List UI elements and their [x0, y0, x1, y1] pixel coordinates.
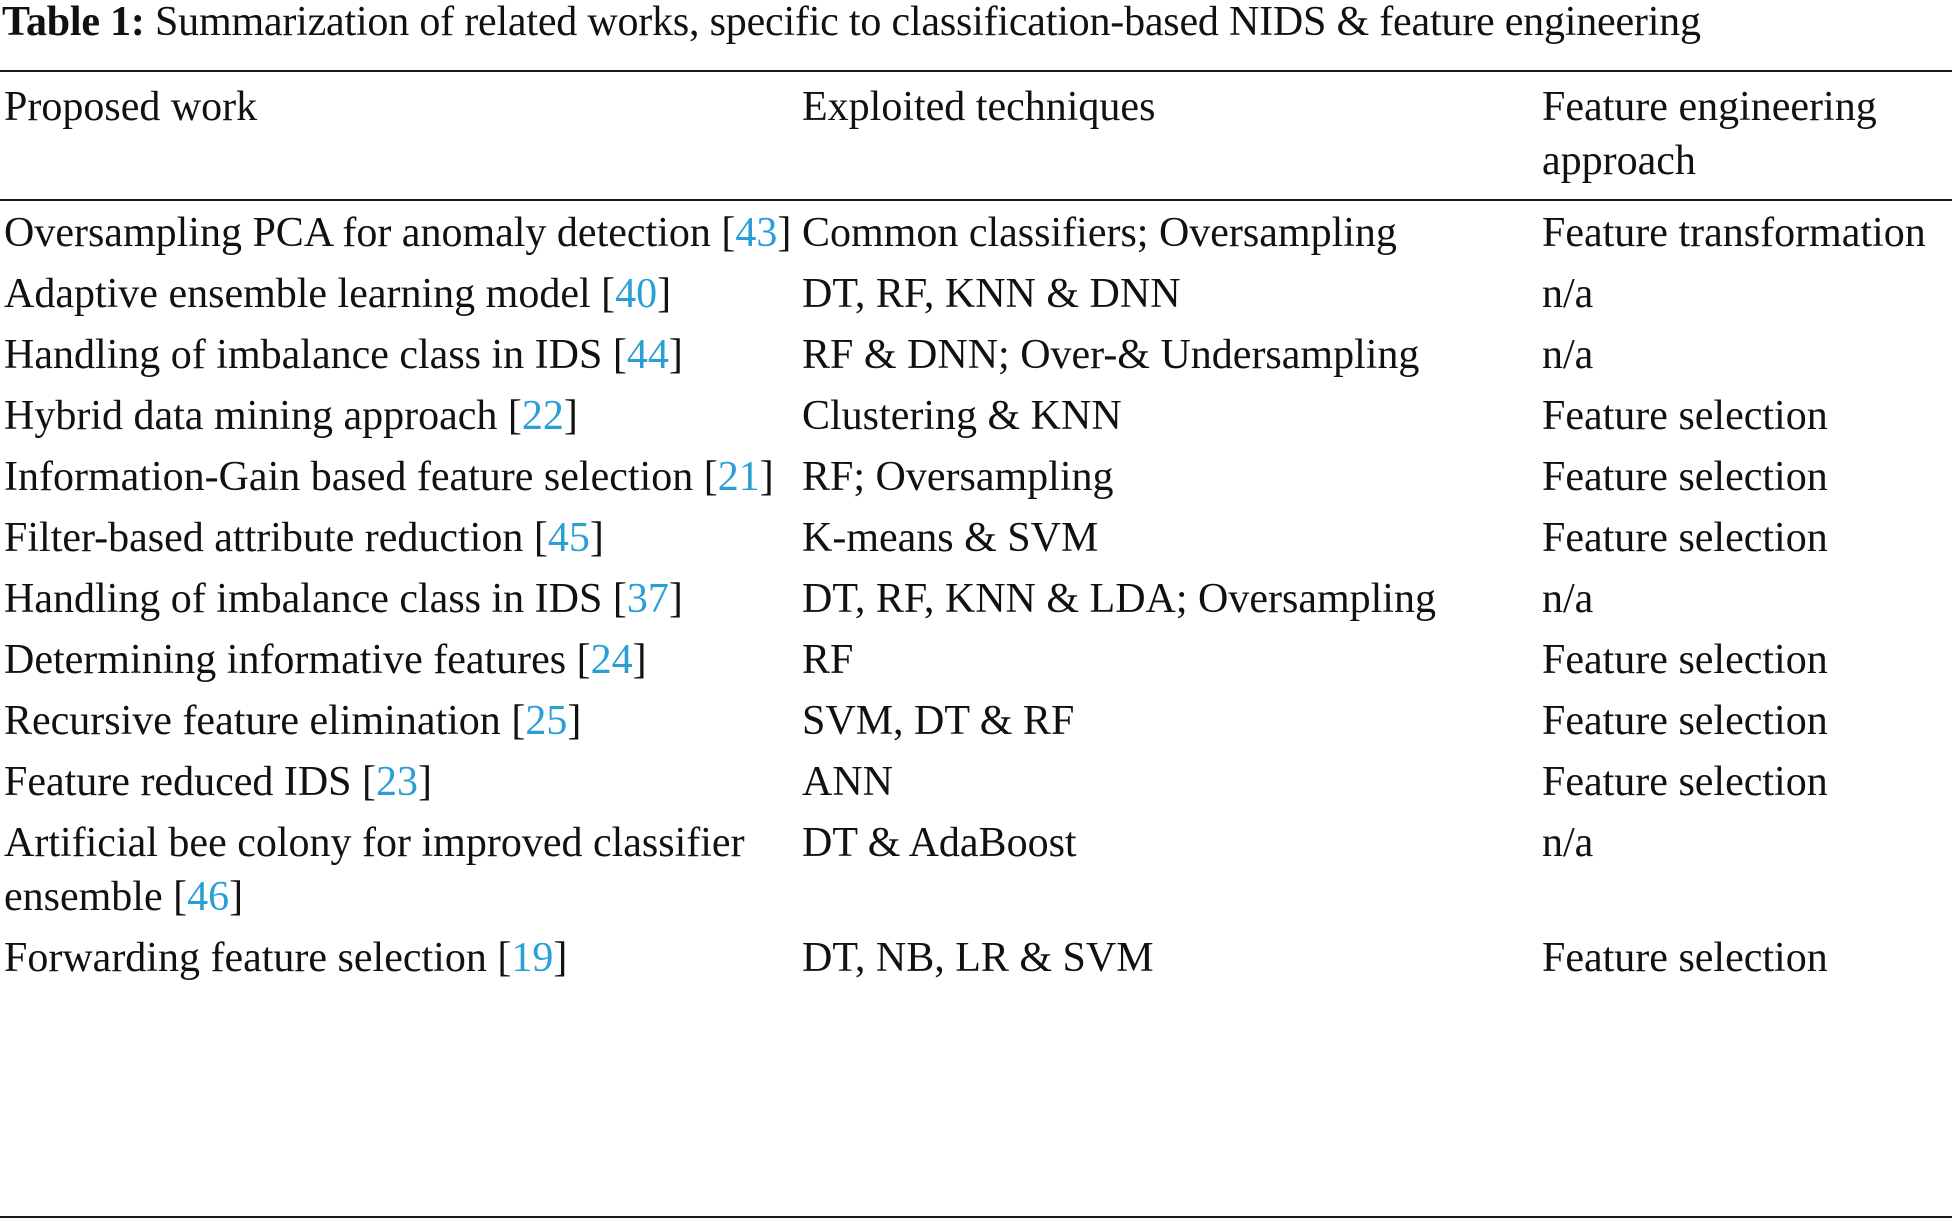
- cell-exploited-techniques: DT & AdaBoost: [802, 820, 1077, 866]
- reference-link[interactable]: 21: [717, 454, 760, 500]
- reference-link[interactable]: 19: [511, 935, 554, 981]
- work-title: Handling of imbalance class in IDS: [4, 576, 603, 622]
- header-exploited-techniques: Exploited techniques: [802, 84, 1156, 130]
- table-row: [0, 267, 1952, 328]
- work-title: Information-Gain based feature selection: [4, 454, 694, 500]
- cell-proposed-work: Handling of imbalance class in IDS [37]: [4, 576, 683, 622]
- table-row: [0, 328, 1952, 389]
- cell-exploited-techniques: Common classifiers; Oversampling: [802, 210, 1397, 256]
- table-row: [0, 206, 1952, 267]
- table-row: [0, 572, 1952, 633]
- work-title: Oversampling PCA for anomaly detection: [4, 210, 711, 256]
- table-body: [0, 199, 1952, 992]
- cell-proposed-work: Feature reduced IDS [23]: [4, 759, 433, 805]
- work-title: Handling of imbalance class in IDS: [4, 332, 603, 378]
- table-row: [0, 633, 1952, 694]
- cell-exploited-techniques: RF: [802, 637, 854, 683]
- reference-link[interactable]: 37: [626, 576, 669, 622]
- cell-feature-engineering-approach: n/a: [1542, 576, 1594, 622]
- cell-feature-engineering-approach: Feature selection: [1542, 759, 1828, 805]
- work-title: Feature reduced IDS: [4, 759, 352, 805]
- reference-link[interactable]: 43: [735, 210, 778, 256]
- cell-feature-engineering-approach: Feature selection: [1542, 515, 1828, 561]
- header-feature-engineering-approach: Feature engineering approach: [1542, 84, 1877, 184]
- cell-feature-engineering-approach: Feature selection: [1542, 698, 1828, 744]
- reference-link[interactable]: 46: [187, 874, 230, 920]
- table-row: [0, 389, 1952, 450]
- cell-exploited-techniques: DT, NB, LR & SVM: [802, 935, 1154, 981]
- bottom-rule: [0, 1216, 1952, 1218]
- caption-text: Summarization of related works, specific to classification-based NIDS & feature engineering: [144, 0, 1701, 45]
- cell-proposed-work: Artificial bee colony for improved classifier ensemble [46]: [4, 820, 745, 920]
- reference-link[interactable]: 45: [547, 515, 590, 561]
- reference-link[interactable]: 40: [615, 271, 658, 317]
- work-title: Recursive feature elimination: [4, 698, 501, 744]
- cell-feature-engineering-approach: n/a: [1542, 271, 1594, 317]
- table-header-row: [0, 80, 1952, 199]
- cell-exploited-techniques: K-means & SVM: [802, 515, 1099, 561]
- related-works-table: [0, 80, 1952, 992]
- cell-exploited-techniques: DT, RF, KNN & LDA; Oversampling: [802, 576, 1436, 622]
- work-title: Forwarding feature selection: [4, 935, 487, 981]
- cell-exploited-techniques: SVM, DT & RF: [802, 698, 1075, 744]
- reference-link[interactable]: 44: [626, 332, 669, 378]
- table-row: [0, 694, 1952, 755]
- cell-proposed-work: Information-Gain based feature selection [21]: [4, 454, 774, 500]
- caption-label: Table 1:: [2, 0, 145, 45]
- cell-feature-engineering-approach: Feature selection: [1542, 393, 1828, 439]
- cell-exploited-techniques: DT, RF, KNN & DNN: [802, 271, 1181, 317]
- cell-exploited-techniques: RF; Oversampling: [802, 454, 1114, 500]
- cell-exploited-techniques: RF & DNN; Over-& Undersampling: [802, 332, 1420, 378]
- table-row: [0, 511, 1952, 572]
- table-caption: [2, 0, 1701, 46]
- cell-feature-engineering-approach: Feature selection: [1542, 637, 1828, 683]
- reference-link[interactable]: 24: [590, 637, 633, 683]
- table-row: [0, 450, 1952, 511]
- cell-proposed-work: Adaptive ensemble learning model [40]: [4, 271, 672, 317]
- reference-link[interactable]: 22: [521, 393, 564, 439]
- cell-proposed-work: Oversampling PCA for anomaly detection [43]: [4, 210, 792, 256]
- cell-exploited-techniques: ANN: [802, 759, 893, 805]
- cell-feature-engineering-approach: Feature selection: [1542, 935, 1828, 981]
- table-row: [0, 755, 1952, 816]
- cell-proposed-work: Filter-based attribute reduction [45]: [4, 515, 604, 561]
- cell-proposed-work: Hybrid data mining approach [22]: [4, 393, 578, 439]
- work-title: Adaptive ensemble learning model: [4, 271, 591, 317]
- cell-proposed-work: Recursive feature elimination [25]: [4, 698, 582, 744]
- work-title: Filter-based attribute reduction: [4, 515, 524, 561]
- cell-proposed-work: Handling of imbalance class in IDS [44]: [4, 332, 683, 378]
- work-title: Artificial bee colony for improved classifier ensemble: [4, 820, 745, 920]
- cell-proposed-work: Forwarding feature selection [19]: [4, 935, 568, 981]
- cell-feature-engineering-approach: Feature selection: [1542, 454, 1828, 500]
- header-proposed-work: Proposed work: [4, 84, 258, 130]
- top-rule: [0, 70, 1952, 72]
- table-row: [0, 816, 1952, 931]
- cell-feature-engineering-approach: Feature transformation: [1542, 210, 1926, 256]
- cell-feature-engineering-approach: n/a: [1542, 820, 1594, 866]
- work-title: Determining informative features: [4, 637, 567, 683]
- reference-link[interactable]: 25: [525, 698, 568, 744]
- cell-exploited-techniques: Clustering & KNN: [802, 393, 1122, 439]
- cell-feature-engineering-approach: n/a: [1542, 332, 1594, 378]
- cell-proposed-work: Determining informative features [24]: [4, 637, 647, 683]
- table-row: [0, 931, 1952, 992]
- reference-link[interactable]: 23: [376, 759, 419, 805]
- work-title: Hybrid data mining approach: [4, 393, 498, 439]
